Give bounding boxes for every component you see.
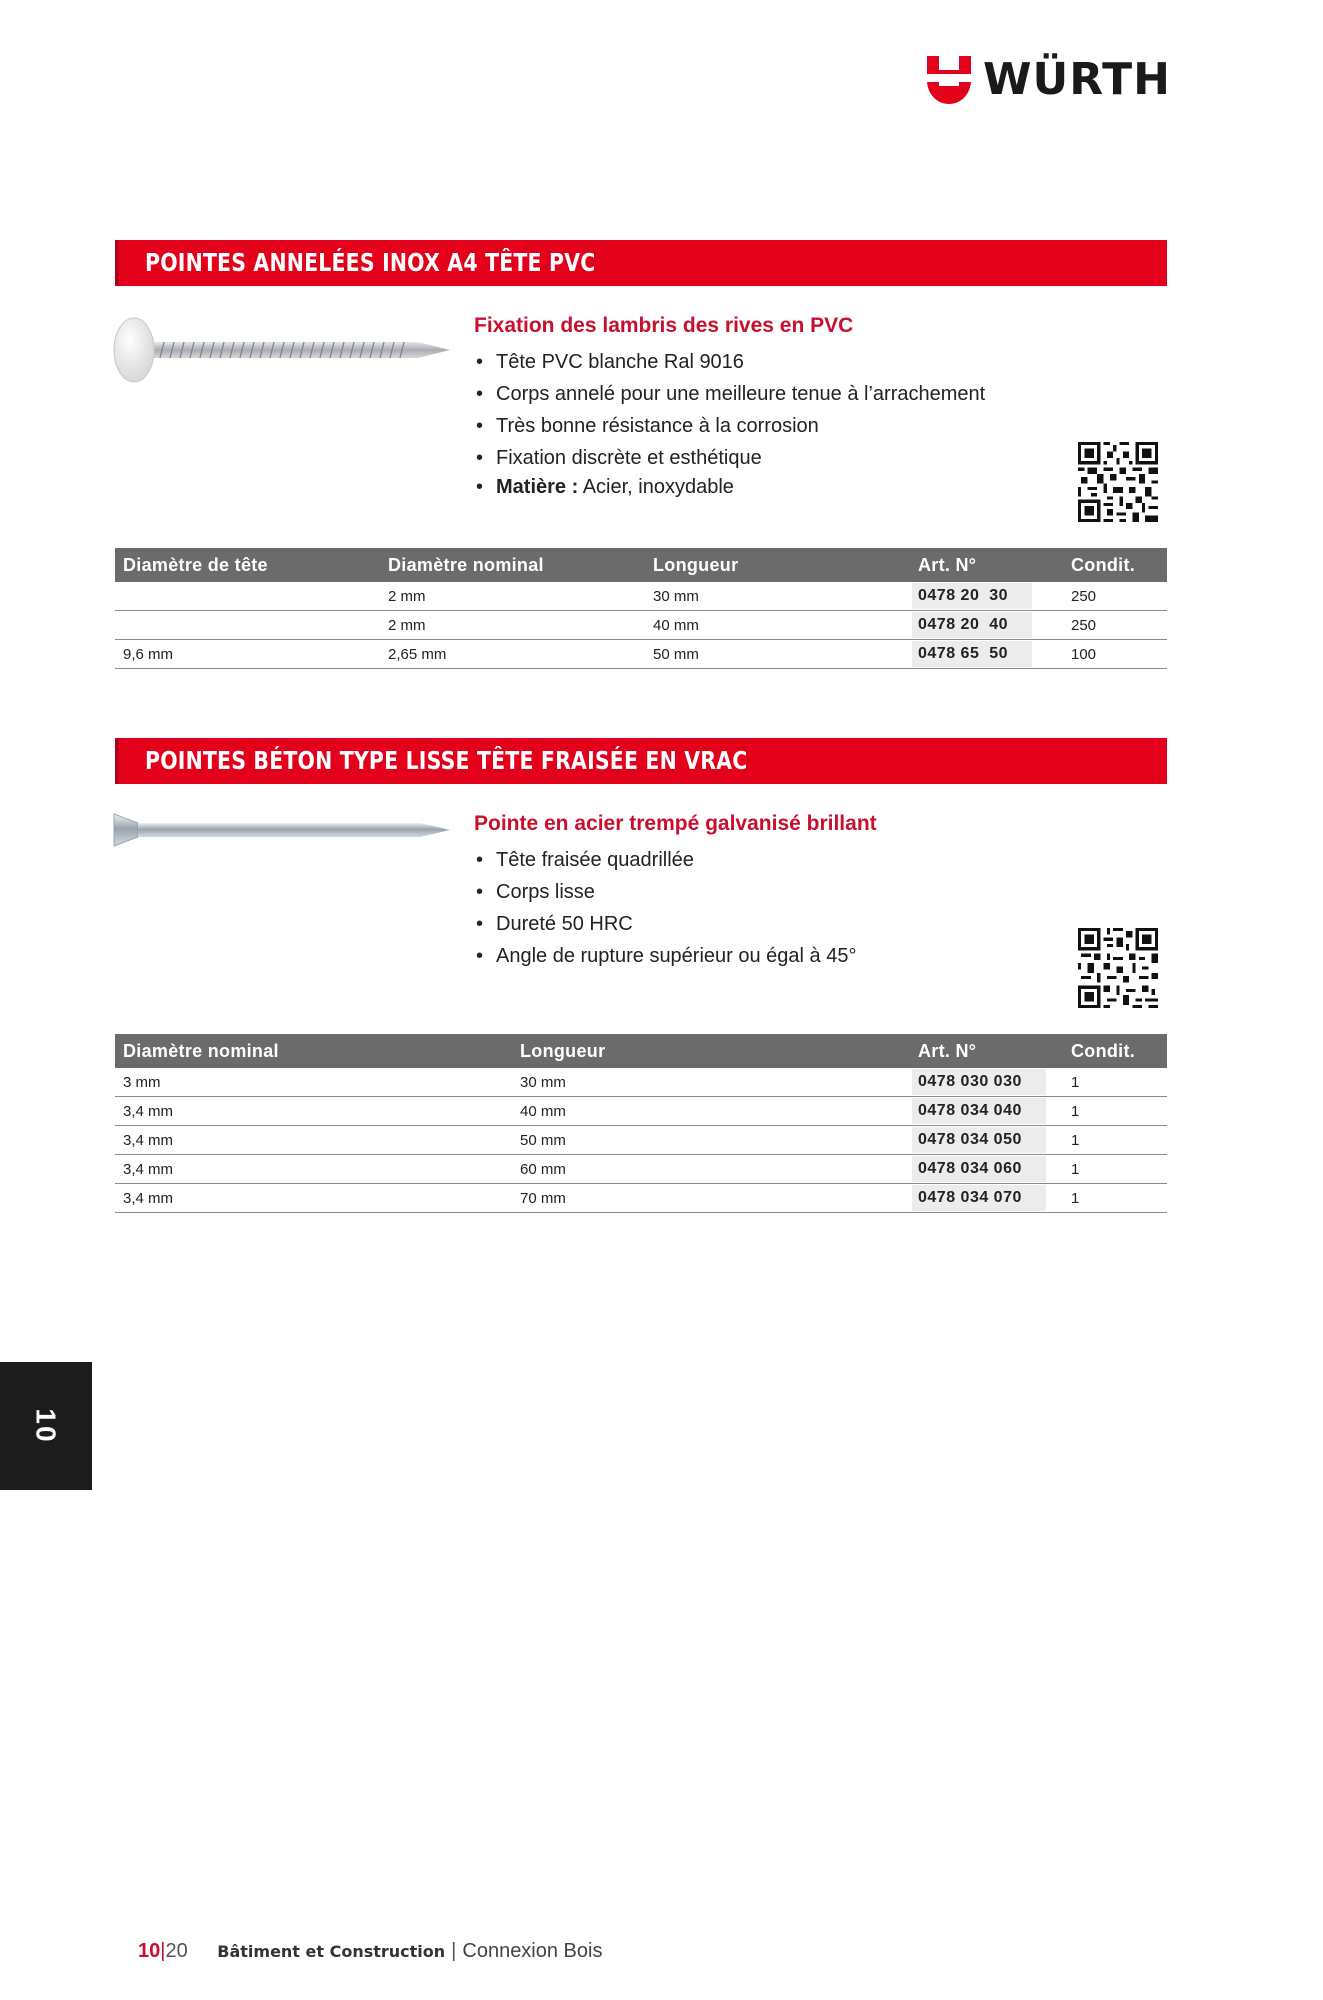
table-cell: 1 (1063, 1068, 1167, 1097)
table-header-row (115, 548, 1167, 582)
column-header: Art. N° (910, 1034, 1063, 1068)
description-heading: Pointe en acier trempé galvanisé brillant (474, 812, 877, 835)
table-cell: 3 mm (115, 1068, 512, 1097)
article-number-cell (910, 1068, 1063, 1097)
material-value: Acier, inoxydable (582, 476, 734, 498)
feature-item: • Corps lisse (474, 876, 877, 908)
article-number-cell (910, 1126, 1063, 1155)
description-heading: Fixation des lambris des rives en PVC (474, 314, 854, 337)
feature-item: • Fixation discrète et esthétique (474, 442, 985, 474)
section-title-bar (115, 240, 1167, 286)
article-number: 0478 034 040 (912, 1098, 1046, 1124)
column-header: Art. N° (910, 548, 1063, 582)
section-title: POINTES BÉTON TYPE LISSE TÊTE FRAISÉE EN VRAC (145, 746, 748, 775)
table-row (115, 1184, 1167, 1213)
article-number-cell (910, 1155, 1063, 1184)
table-row (115, 1155, 1167, 1184)
spec-table (115, 1034, 1167, 1213)
table-cell: 3,4 mm (115, 1126, 512, 1155)
article-number-cell (910, 640, 1063, 669)
article-number: 0478 20 30 (912, 583, 1032, 609)
article-number-cell (910, 1097, 1063, 1126)
footer-subcategory: Connexion Bois (462, 1940, 603, 1962)
table-cell: 40 mm (645, 611, 910, 640)
table-cell: 3,4 mm (115, 1184, 512, 1213)
table-cell: 2 mm (380, 582, 645, 611)
table-cell: 60 mm (512, 1155, 910, 1184)
page-footer (138, 1940, 602, 1963)
table-cell: 1 (1063, 1155, 1167, 1184)
table-cell: 9,6 mm (115, 640, 380, 669)
product-description (474, 812, 877, 972)
table-cell: 40 mm (512, 1097, 910, 1126)
article-number: 0478 030 030 (912, 1069, 1046, 1095)
column-header: Diamètre nominal (115, 1034, 512, 1068)
article-number-cell (910, 611, 1063, 640)
table-cell (115, 611, 380, 640)
table-cell: 3,4 mm (115, 1155, 512, 1184)
table-cell: 250 (1063, 611, 1167, 640)
feature-item: • Tête fraisée quadrillée (474, 844, 877, 876)
footer-divider: | (451, 1940, 457, 1962)
table-header-row (115, 1034, 1167, 1068)
feature-item-material (474, 474, 985, 500)
column-header: Condit. (1063, 1034, 1167, 1068)
feature-item: • Dureté 50 HRC (474, 908, 877, 940)
material-label: Matière : (496, 476, 579, 498)
feature-item: • Angle de rupture supérieur ou égal à 45° (474, 940, 877, 972)
table-cell: 1 (1063, 1126, 1167, 1155)
section-title: POINTES ANNELÉES INOX A4 TÊTE PVC (145, 248, 596, 277)
table-row (115, 611, 1167, 640)
qr-code-icon[interactable] (1078, 442, 1158, 522)
table-cell: 100 (1063, 640, 1167, 669)
column-header: Diamètre nominal (380, 548, 645, 582)
page-separator: | (160, 1940, 166, 1962)
page-total: 20 (165, 1940, 188, 1962)
product-description (474, 314, 985, 500)
column-header: Diamètre de tête (115, 548, 380, 582)
table-cell: 70 mm (512, 1184, 910, 1213)
spec-table (115, 548, 1167, 669)
feature-list (474, 346, 985, 500)
column-header: Condit. (1063, 548, 1167, 582)
ring-shank-nail-image (112, 312, 452, 388)
table-row (115, 1097, 1167, 1126)
column-header: Longueur (645, 548, 910, 582)
feature-item: • Corps annelé pour une meilleure tenue à l’arrachement (474, 378, 985, 410)
table-cell: 250 (1063, 582, 1167, 611)
article-number: 0478 034 050 (912, 1127, 1046, 1153)
article-number-cell (910, 1184, 1063, 1213)
column-header: Longueur (512, 1034, 910, 1068)
table-cell: 50 mm (512, 1126, 910, 1155)
chapter-tab (0, 1362, 92, 1490)
table-cell: 1 (1063, 1184, 1167, 1213)
table-cell: 30 mm (645, 582, 910, 611)
table-cell: 1 (1063, 1097, 1167, 1126)
table-row (115, 1068, 1167, 1097)
feature-item: • Tête PVC blanche Ral 9016 (474, 346, 985, 378)
footer-category: Bâtiment et Construction (217, 1942, 446, 1961)
table-row (115, 1126, 1167, 1155)
section-title-bar (115, 738, 1167, 784)
table-cell: 2,65 mm (380, 640, 645, 669)
article-number: 0478 034 070 (912, 1185, 1046, 1211)
logo-wordmark: WÜRTH (983, 54, 1172, 105)
table-cell: 2 mm (380, 611, 645, 640)
concrete-nail-image (112, 810, 452, 850)
table-cell: 3,4 mm (115, 1097, 512, 1126)
table-cell: 30 mm (512, 1068, 910, 1097)
article-number: 0478 65 50 (912, 641, 1032, 667)
table-cell (115, 582, 380, 611)
feature-list (474, 844, 877, 972)
feature-item: • Très bonne résistance à la corrosion (474, 410, 985, 442)
wurth-logo-mark-icon (925, 54, 973, 106)
table-cell: 50 mm (645, 640, 910, 669)
table-row (115, 640, 1167, 669)
article-number-cell (910, 582, 1063, 611)
page-number: 10 (138, 1940, 161, 1962)
article-number: 0478 20 40 (912, 612, 1032, 638)
table-row (115, 582, 1167, 611)
qr-code-icon[interactable] (1078, 928, 1158, 1008)
chapter-number: 10 (31, 1408, 62, 1444)
wurth-logo (925, 52, 1171, 108)
article-number: 0478 034 060 (912, 1156, 1046, 1182)
